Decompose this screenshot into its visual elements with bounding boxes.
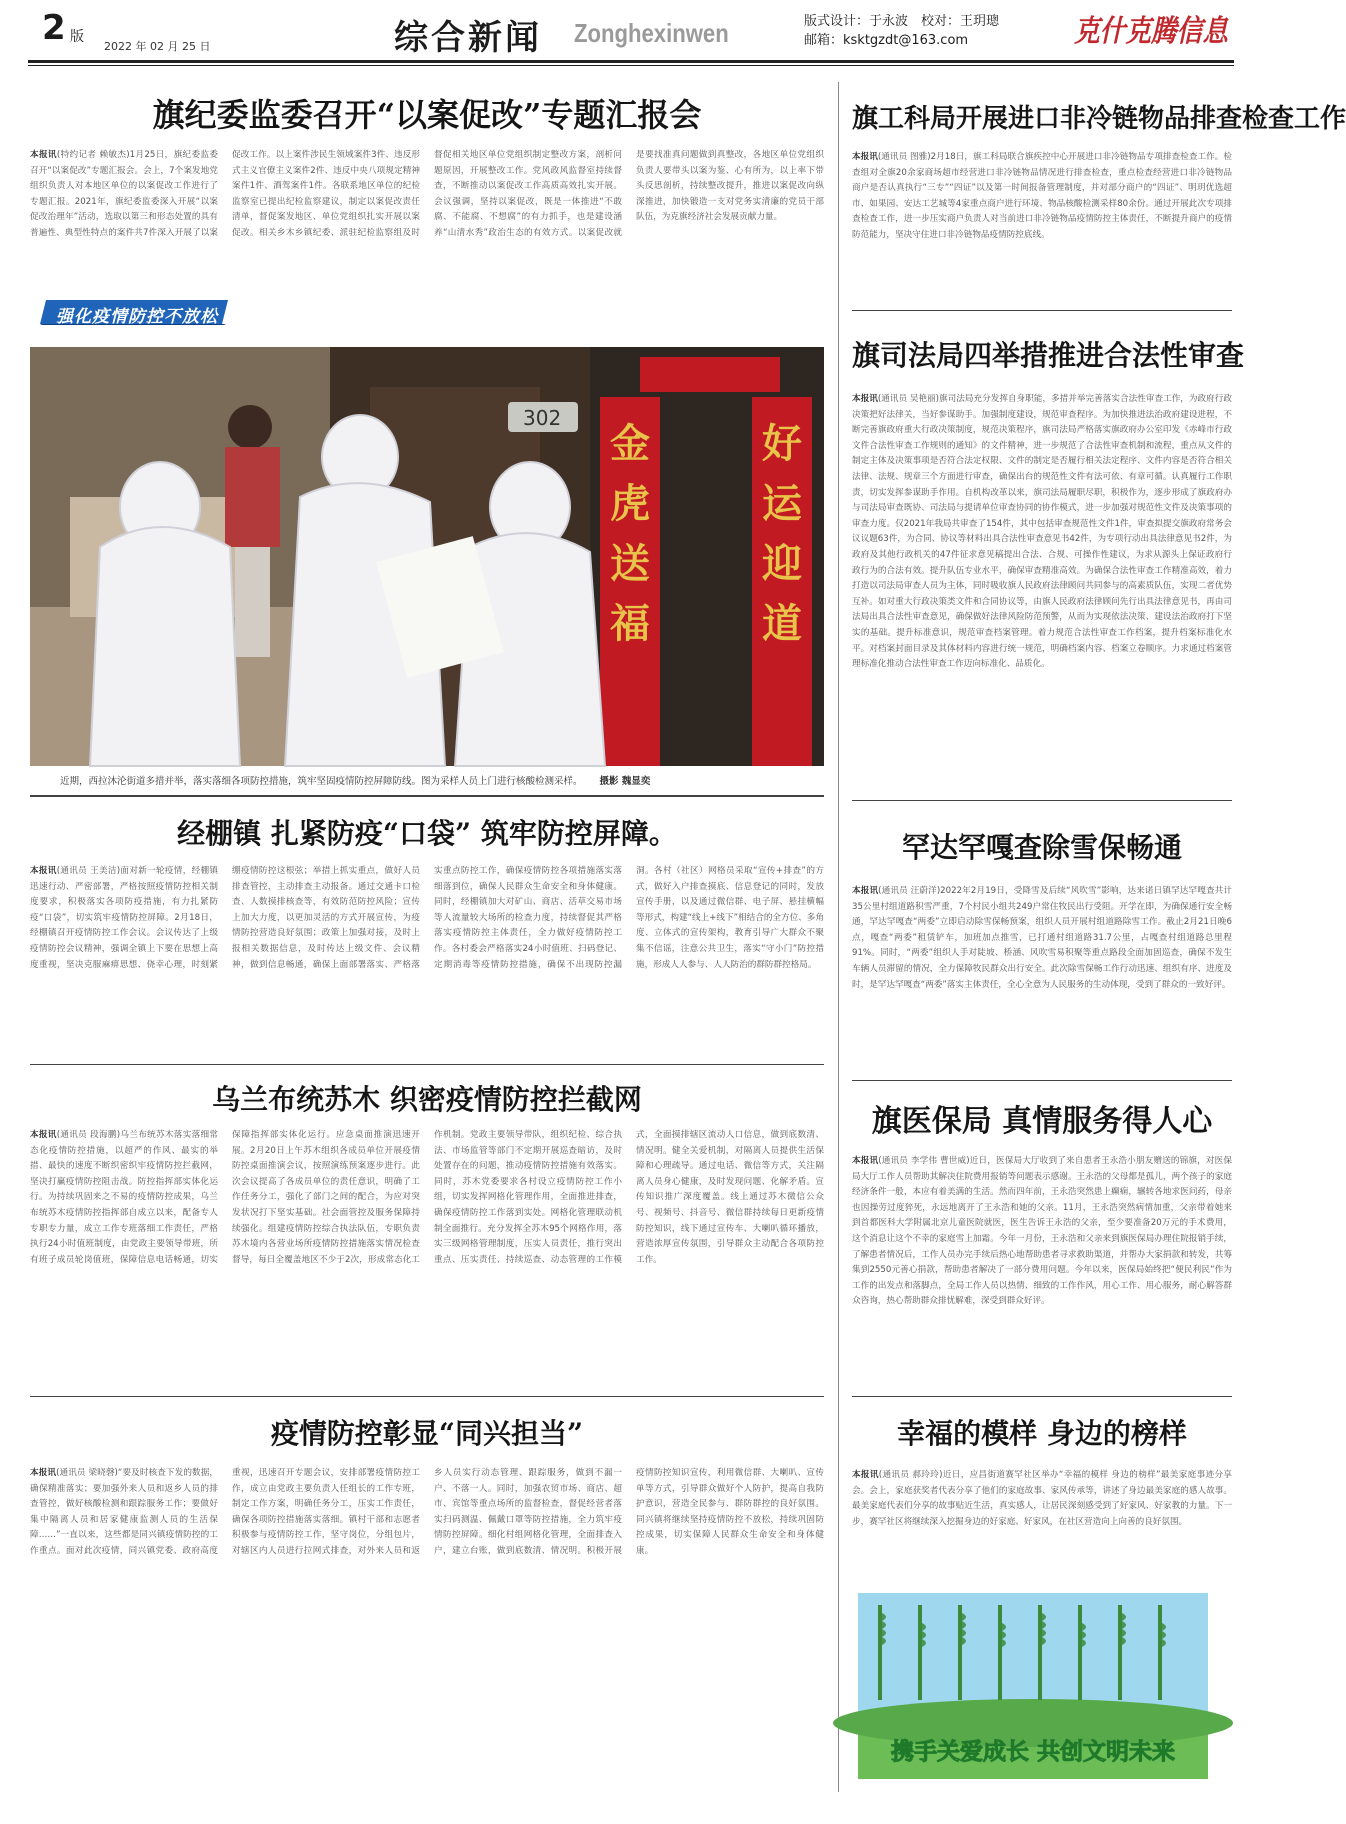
article-a3-body	[852, 392, 1232, 790]
couplet-right-1: 好	[762, 420, 802, 467]
headline-a8: 乌兰布统苏木 织密疫情防控拦截网	[212, 1083, 642, 1116]
public-service-ad	[858, 1593, 1208, 1779]
article-text: (特约记者 赖敏杰)1月25日，旗纪委监委召开“以案促改”专题汇报会。会上，7个案发地党组织负责人对本地区单位的以案促改工作进行了专题汇报。2021年，旗纪委监委深入开展“以案促改治理年”活动，选取以第三和形态处置的具有普遍性、典型性特点的案件共7件深入开展了以案促改工作。以上案件涉民生领域案件3件、违反形式主义官僚主义案件2件、违反中央八项规定精神案件1件、酒驾案件1件。各联系地区单位的纪检监察室已提出纪检监察建议，制定以案促改责任清单，督促案发地区、单位党组织扎实开展以案促改。相关乡木乡镇纪委、派驻纪检监察组及时督促相关地区单位党组织制定整改方案，剖析问题原因，开展整改工作。党风政风监督室持续督查，不断推动以案促改工作高质高效扎实开展。会议强调，坚持以案促改，既是一体推进“不敢腐、不能腐、不想腐”的有力抓手，也是建设涵养“山清水秀”政治生态的有效方式。以案促改就是要找准真问题做到真整改，各地区单位党组织负责人要带头以案为鉴、心有所为，以上率下带头反思剖析，持续整改提升，推进以案促改向纵深推进，加快锻造一支对党务实清廉的党员干部队伍，为克旗经济社会发展贡献力量。	[30, 150, 824, 238]
section-divider	[30, 1396, 824, 1397]
couplet-right-4: 道	[762, 600, 802, 647]
designer-credit: 版式设计：于永波 校对：王玥璁	[804, 14, 1000, 29]
credits	[804, 12, 999, 50]
door-number: 302	[523, 406, 562, 430]
section-divider	[852, 800, 1232, 801]
article-text: (通讯员 汪蔚洋)2022年2月19日，受降雪及后续“风吹雪”影响，达来诺日镇罕达罕嘎查共计35公里村组道路积雪严重，7个村民小组共249户常住牧民出行受阻。开学在即，为确保通行安全畅通，罕达罕嘎查“两委”立即启动除雪保畅预案，组织人员开展村组道路除雪工作。截止2月21日晚6点，嘎查“两委”租赁铲车，加班加点推雪，已打通村组道路31.7公里，占嘎查村组道路总里程91%。同时，“两委”组织人手对陡坡、桥涵、风吹雪易积聚等重点路段全面加固巡查，确保不发生车辆人员滞留的情况，全力保障牧民群众出行安全。此次除雪保畅工作行动迅速、组织有序、进度及时，是罕达罕嘎查“两委”落实主体责任，全心全意为人民服务的生动体现，受到了群众的一致好评。	[852, 886, 1232, 990]
section-divider	[852, 310, 1232, 311]
headline-a3: 旗司法局四举措推进合法性审查	[852, 339, 1245, 372]
section-divider	[852, 1080, 1232, 1081]
byline: 本报讯	[30, 1468, 57, 1478]
article-text: (通讯员 王美洁)面对新一轮疫情，经棚镇迅速行动、严密部署，严格按照疫情防控相关制度要求，积极落实各项防疫措施，有力扎紧防疫“口袋”，切实筑牢疫情防控屏障。2月18日，经棚镇召开疫情防控工作会议。会议传达了上级疫情防控会议精神，强调全镇上下要在思想上高度重视，坚决克服麻痹思想、侥幸心理，时刻紧绷疫情防控这根弦；举措上抓实重点，做好人员排查管控，主动排查主动报备。通过交通卡口检查、人数摸排核查等，有效防范防控风险；宣传上加大力度，以更加灵活的方式开展宣传，为疫情防控营造良好氛围；政策上加强对接，及时上报相关数据信息，及时传达上级文件、会议精神，做到信息畅通，确保上面部署落实、严格落实重点防控工作，确保疫情防控各项措施落实落细落到位，确保人民群众生命安全和身体健康。同时，经棚镇加大对矿山、商店、活草交易市场等人流量较大场所的检查力度，持续督促其严格落实疫情防控主体责任，全力做好疫情防控工作。各村委会严格落实24小时值班、扫码登记、定期消毒等疫情防控措施，确保不出现防控漏洞。各村（社区）网格员采取“宣传+排查”的方式，做好入户排查摸底、信息登记的同时，发放宣传手册，以及通过微信群、电子屏、悬挂横幅等形式，构建“线上+线下”相结合的全方位、多角度、立体式的宣传架构，教育引导广大群众不聚集不信谣，注意公共卫生，落实“守小门”防控措施，形成人人参与、人人防治的群防群控格局。	[30, 866, 824, 970]
article-a4-body	[852, 884, 1232, 1070]
header-rule-thin	[28, 65, 1234, 66]
article-text: (通讯员 郝玲玲)近日，应昌街道赛罕社区举办“幸福的模样 身边的榜样”最美家庭事迹分享会。会上，家庭获奖者代表分享了他们的家庭故事、家风传承等，讲述了身边最美家庭的感人故事。最美家庭代表们分享的故事贴近生活，真实感人，让居民深刻感受到了好家风、好家教的力量。下一步，赛罕社区将继续深入挖掘身边的好家庭、好家风，在社区营造向上向善的良好氛围。	[852, 1470, 1232, 1527]
page-header	[0, 0, 1261, 62]
article-a5-body	[852, 1154, 1232, 1390]
page-number: 2	[42, 8, 66, 48]
article-text: (通讯员 李学伟 曹世威)近日，医保局大厅收到了来自患者王永浩小朋友赠送的锦旗，对医保局大厅工作人员帮助其解决住院费用报销等问题表示感谢。王永浩的父母都是孤儿，两个孩子的家庭经济条件一般，本应有着美满的生活。然而四年前，王永浩突然患上癫痫，辗转各地求医问药，母亲也因操劳过度猝死，永远地离开了王永浩和她的父亲。11月，王永浩突然病情加重，父亲带着她来到首都医科大学附属北京儿童医院就医，医生告诉王永浩的父亲，至少要准备20万元的手术费用，这个消息让这个不幸的家庭雪上加霜。今年一月份，王永浩和父亲来到旗医保局办理住院报销手续，了解患者情况后，工作人员办完手续后热心地帮助患者寻求救助渠道，并帮办大家捐款和转发，共筹集到2550元善心捐款，帮助患者解决了一部分费用问题。今年以来，医保局始终把“便民利民”作为工作的出发点和落脚点，全局工作人员以热情、细致的工作作风，用心工作、用心服务，耐心解答群众咨询，热心帮助群众排忧解难，深受到群众好评。	[852, 1156, 1232, 1307]
headline-a6: 幸福的模样 身边的榜样	[897, 1417, 1187, 1450]
article-a6-body	[852, 1468, 1232, 1580]
photo-credit: 摄影 魏显奕	[599, 776, 651, 787]
section-pinyin: Zonghexinwen	[574, 18, 729, 48]
headline-a7: 经棚镇 扎紧防疫“口袋” 筑牢防控屏障。	[177, 817, 677, 850]
article-text: (通讯员 段海鹏)乌兰布统苏木落实落细常态化疫情防控措施，以超严的作风、最实的举措、最快的速度不断织密织牢疫情防控拦截网，坚决打赢疫情防控阻击战。防控指挥部实体化运行。为持续巩固来之不易的疫情防控成果，乌兰布统苏木疫情防控指挥部自成立以来，配备专人专职专力量，成立工作专班落细工作责任，严格执行24小时值班制度，由党政主要领导带班，所有班子成员轮岗值班，保障信息电话畅通，切实保障指挥部实体化运行。应急桌面推演迅速开展。2月20日上午苏木组织各成员单位开展疫情防控桌面推演会议，按照演练预案逐步进行。此次会议提高了各成员单位的责任意识，明确了工作任务分工，强化了部门之间的配合，为应对突发状况打下坚实基础。社会面管控及服务保障持续强化。组建疫情防控综合执法队伍，专职负责苏木境内各营业场所疫情防控措施落实情况检查督导，每日全覆盖地区不少于2次，形成常态化工作机制。党政主要领导带队，组织纪检、综合执法、市场监管等部门不定期开展巡查暗访，及时处置存在的问题，推动疫情防控措施有效落实。同时，苏木党委要求各村设立疫情防控工作小组，切实发挥网格化管理作用，全面推进排查，确保疫情防控工作落到实处。网格化管理联动机制全面推行。充分发挥全苏木95个网格作用，落实三级网格管理制度，压实人员责任，推行突出重点、压实责任、持续巡查、动态管理的工作模式，全面摸排辖区流动人口信息，做到底数清、情况明。健全关爱机制，对隔离人员提供生活保障和心理疏导。通过电话、微信等方式，关注隔离人员身心健康，及时发现问题、化解矛盾。宣传知识推广深度覆盖。线上通过苏木微信公众号、视频号、抖音号、微信群持续每日更新疫情防控知识，线下通过宣传车、大喇叭循环播放，营造浓厚宣传氛围，引导群众主动配合各项防控工作。	[30, 1130, 824, 1265]
section-title: 综合新闻	[394, 18, 542, 58]
byline: 本报讯	[852, 1470, 879, 1480]
headline-a9: 疫情防控彰显“同兴担当”	[270, 1417, 584, 1450]
article-a1-body	[30, 148, 824, 274]
byline: 本报讯	[852, 886, 879, 896]
couplet-left-3: 送	[610, 540, 650, 587]
page-unit: 版	[70, 29, 84, 45]
section-banner	[40, 299, 230, 325]
section-divider	[852, 1396, 1232, 1397]
newspaper-logo	[1072, 8, 1232, 50]
byline: 本报讯	[30, 866, 57, 876]
couplet-left-4: 福	[610, 600, 650, 647]
couplet-left-1: 金	[610, 420, 650, 467]
column-separator	[838, 82, 839, 1792]
article-text: (通讯员 吴艳丽)旗司法局充分发挥自身职能，多措并举完善落实合法性审查工作，为政府行政决策把好法律关，当好参谋助手。加强制度建设，规范审查程序。为加快推进法治政府建设进程，不断完善旗政府重大行政决策制度，规范决策程序，旗司法局严格落实旗政府办公室印发《赤峰市行政文件合法性审查工作规则的通知》的文件精神，进一步规范了合法性审查机制和流程，重点从文件的制定主体及决策事项是否符合法定权限、文件的制定是否履行相关法定程序、文件内容是否符合相关法律、法规、规章三个方面进行审查，确保出台的规范性文件有法可依、有章可循。认真履行工作职责，切实发挥参谋助手作用。自机构改革以来，旗司法局履职尽职，积极作为，逐步形成了旗政府办与司法局审查既协、司法局与提请单位审查协同的协作模式，进一步加强对规范性文件及决策事项的审查力度。仅2021年我局共审查了154件，其中包括审查规范性文件1件，审查拟提交旗政府常务会议议题63件，为合同、协议等材料出具合法性审查意见书42件，为专项行动出具法律意见书2件，为政府及其他行政机关的47件征求意见稿提出合法、合规、可操作性建议，为求从源头上保证政府行政行为的合法有效。提升队伍专业水平，确保审查精准高效。为确保合法性审查工作精准高效，着力打造以司法局审查人员为主体，同时吸收旗人民政府法律顾问共同参与的高素质队伍，实现二者优势互补。如对重大行政决策类文件和合同协议等，由旗人民政府法律顾问先行出具法律意见书，再由司法局出具合法性审查意见，确保做好法律风险防范预警，从而为实现依法决策、建设法治政府打下坚实的基础。提升标准意识，规范审查档案管理。着力规范合法性审查工作档案，提升档案标准化水平。对档案封面目录及其体材料内容进行统一规范，明确档案内容、档案立卷顺序。力求通过档案管理标准化推动合法性审查工作迈向标准化、品质化。	[852, 394, 1232, 670]
news-photo	[30, 347, 824, 766]
couplet-right-3: 迎	[762, 540, 802, 587]
logo-text: 克什克腾信息	[1074, 14, 1230, 49]
couplet-left-2: 虎	[610, 480, 650, 527]
article-text: (通讯员 梁晓磬)“要及时核查下发的数据，确保精准落实；要加强外来人员和返乡人员的排查管控，做好核酸检测和跟踪服务工作；要做好集中隔离人员和居家健康监测人员的生活保障……”一直以来，这些都是同兴镇疫情防控的工作重点。面对此次疫情，同兴镇党委、政府高度重视，迅速召开专题会议，安排部署疫情防控工作，成立由党政主要负责人任组长的工作专班，制定工作方案，明确任务分工，压实工作责任，确保各项防控措施落实落细。镇村干部和志愿者积极参与疫情防控工作，坚守岗位，分组包片，对辖区内人员进行拉网式排查，对外来人员和返乡人员实行动态管理、跟踪服务，做到不漏一户、不落一人。同时，加强农贸市场、商店、超市、宾馆等重点场所的监督检查，督促经营者落实扫码测温、佩戴口罩等防控措施，全力筑牢疫情防控屏障。细化村组网格化管理，全面排查入户，建立台账，做到底数清、情况明。积极开展疫情防控知识宣传，利用微信群、大喇叭、宣传单等方式，引导群众做好个人防护，提高自我防护意识，营造全民参与、群防群控的良好氛围。同兴镇将继续坚持疫情防控不放松，持续巩固防控成果，切实保障人民群众生命安全和身体健康。	[30, 1468, 824, 1556]
article-a9-body	[30, 1466, 824, 1792]
banner-text: 强化疫情防控不放松	[56, 307, 218, 327]
headline-a1: 旗纪委监委召开“以案促改”专题汇报会	[152, 96, 702, 134]
photo-caption: 近期，西拉沐沦街道多措并举，落实落细各项防控措施，筑牢坚固疫情防控屏障防线。图为采样人员上门进行核酸检测采样。	[60, 776, 583, 787]
byline: 本报讯	[30, 150, 57, 160]
section-divider	[30, 1064, 824, 1065]
ad-slogan: 携手关爱成长 共创文明未来	[890, 1739, 1175, 1765]
headline-a2: 旗工科局开展进口非冷链物品排查检查工作	[852, 104, 1346, 134]
section-divider	[30, 795, 824, 797]
headline-a4: 罕达罕嘎查除雪保畅通	[901, 831, 1182, 864]
article-a2-body	[852, 150, 1232, 300]
article-a8-body	[30, 1128, 824, 1390]
publication-date: 2022 年 02 月 25 日	[104, 40, 211, 53]
byline: 本报讯	[852, 394, 878, 404]
byline: 本报讯	[852, 1156, 879, 1166]
couplet-right-2: 运	[762, 480, 802, 527]
photo-caption-line	[60, 773, 820, 787]
article-text: (通讯员 图雅)2月18日，旗工科局联合旗疾控中心开展进口非冷链物品专项排查检查工作。检查组对全旗20余家商场超市经营进口非冷链物品情况进行排查检查，重点检查经营进口非冷链物品商户是否认真执行“三专”“四证”以及第一时间报备管理制度，并对部分商户的“四证”、明玥优选超市、如果园、安达工艺城等4家重点商户进行环境、物品核酸检测采样80余份。通过开展此次专项排查检查工作，进一步压实商户负责人对当前进口非冷链物品疫情防控主体责任，不断提升商户的疫情防范能力，坚决守住进口非冷链物品疫情防控底线。	[852, 152, 1232, 240]
headline-a5: 旗医保局 真情服务得人心	[871, 1104, 1213, 1139]
article-a7-body	[30, 864, 824, 1060]
email-credit: 邮箱：ksktgzdt@163.com	[804, 33, 969, 48]
header-rule	[28, 60, 1234, 63]
byline: 本报讯	[852, 152, 878, 162]
byline: 本报讯	[30, 1130, 57, 1140]
